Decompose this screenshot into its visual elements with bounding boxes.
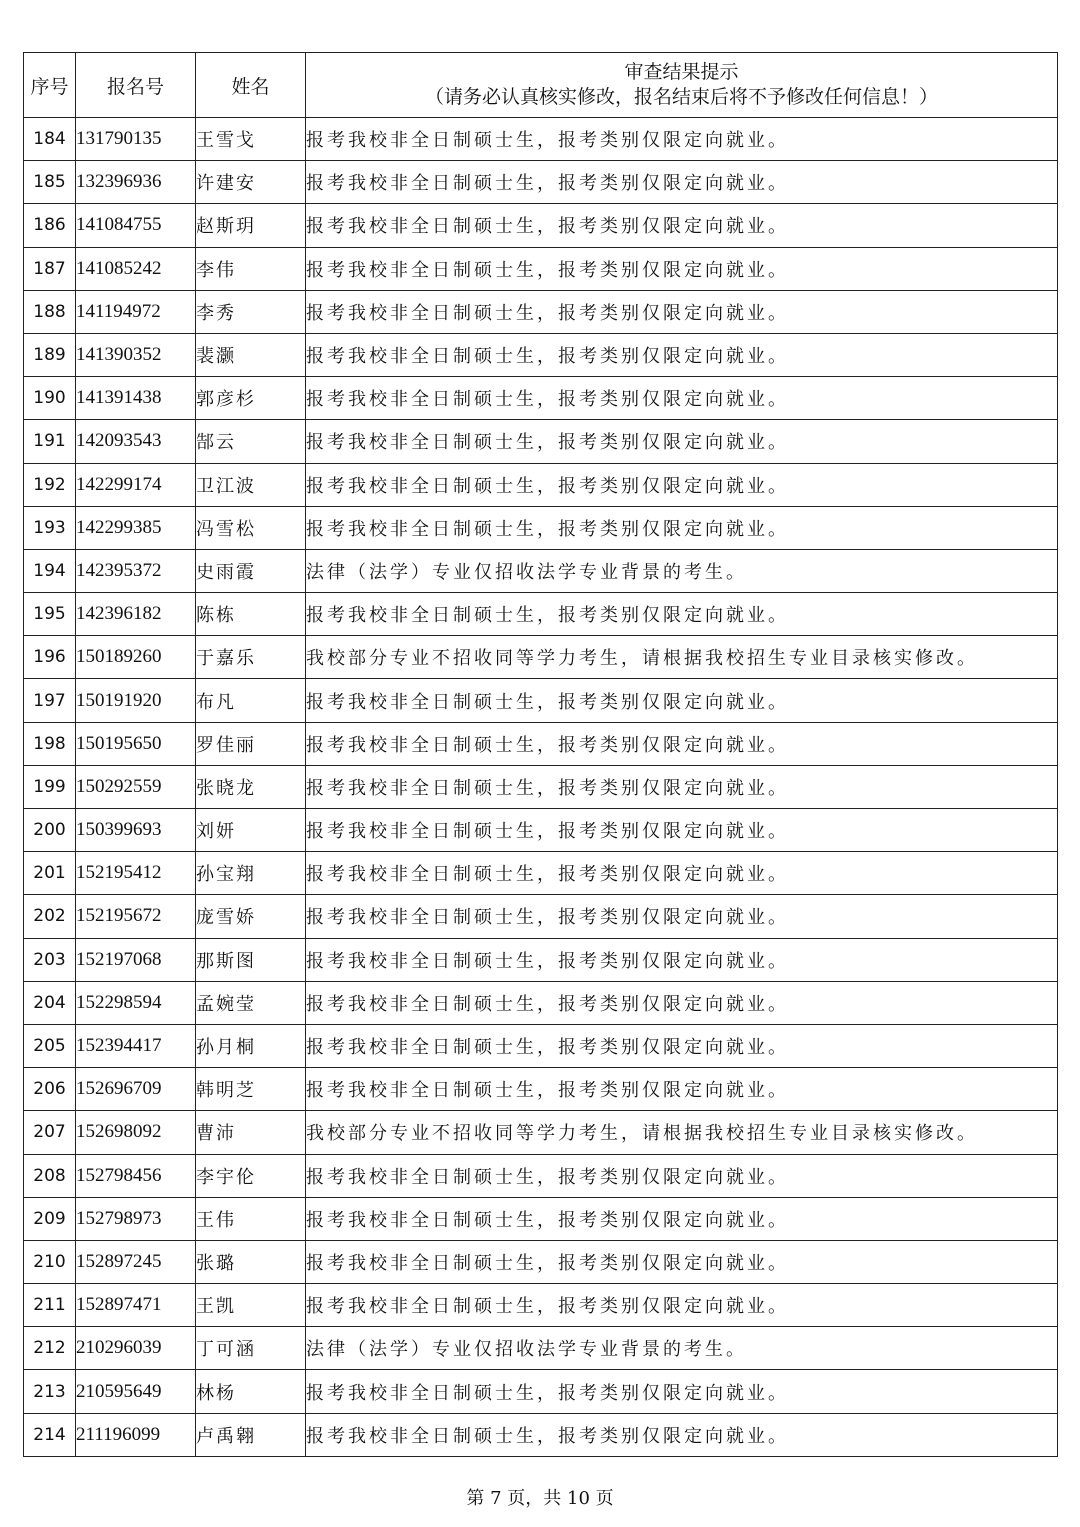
cell-reg-no: 152698092 xyxy=(76,1111,196,1154)
header-seq: 序号 xyxy=(24,53,76,118)
cell-name: 陈栋 xyxy=(196,593,306,636)
table-row xyxy=(24,1197,1058,1240)
cell-reg-no: 141194972 xyxy=(76,290,196,333)
cell-name: 冯雪松 xyxy=(196,506,306,549)
cell-seq: 210 xyxy=(24,1240,76,1283)
cell-seq: 185 xyxy=(24,161,76,204)
cell-name: 张晓龙 xyxy=(196,765,306,808)
cell-seq: 212 xyxy=(24,1327,76,1370)
cell-result: 报考我校非全日制硕士生，报考类别仅限定向就业。 xyxy=(306,161,1058,204)
cell-name: 那斯图 xyxy=(196,938,306,981)
table-row xyxy=(24,549,1058,592)
cell-result: 我校部分专业不招收同等学力考生，请根据我校招生专业目录核实修改。 xyxy=(306,1111,1058,1154)
cell-result: 报考我校非全日制硕士生，报考类别仅限定向就业。 xyxy=(306,981,1058,1024)
table-row xyxy=(24,377,1058,420)
cell-seq: 214 xyxy=(24,1413,76,1456)
cell-name: 王伟 xyxy=(196,1197,306,1240)
cell-reg-no: 152394417 xyxy=(76,1024,196,1067)
cell-reg-no: 132396936 xyxy=(76,161,196,204)
cell-result: 报考我校非全日制硕士生，报考类别仅限定向就业。 xyxy=(306,679,1058,722)
cell-name: 郜云 xyxy=(196,420,306,463)
cell-result: 报考我校非全日制硕士生，报考类别仅限定向就业。 xyxy=(306,1154,1058,1197)
cell-name: 曹沛 xyxy=(196,1111,306,1154)
cell-seq: 190 xyxy=(24,377,76,420)
cell-reg-no: 211196099 xyxy=(76,1413,196,1456)
table-row xyxy=(24,247,1058,290)
cell-reg-no: 142299385 xyxy=(76,506,196,549)
cell-seq: 207 xyxy=(24,1111,76,1154)
cell-reg-no: 152195412 xyxy=(76,852,196,895)
cell-result: 报考我校非全日制硕士生，报考类别仅限定向就业。 xyxy=(306,247,1058,290)
table-row xyxy=(24,161,1058,204)
cell-result: 报考我校非全日制硕士生，报考类别仅限定向就业。 xyxy=(306,809,1058,852)
table-row xyxy=(24,852,1058,895)
cell-reg-no: 141391438 xyxy=(76,377,196,420)
table-row xyxy=(24,1068,1058,1111)
table-row xyxy=(24,420,1058,463)
cell-seq: 206 xyxy=(24,1068,76,1111)
cell-name: 裴灏 xyxy=(196,333,306,376)
cell-result: 报考我校非全日制硕士生，报考类别仅限定向就业。 xyxy=(306,722,1058,765)
cell-seq: 199 xyxy=(24,765,76,808)
table-row xyxy=(24,593,1058,636)
review-results-table xyxy=(23,52,1058,1457)
cell-reg-no: 141390352 xyxy=(76,333,196,376)
cell-name: 卢禹翱 xyxy=(196,1413,306,1456)
cell-seq: 191 xyxy=(24,420,76,463)
table-row xyxy=(24,981,1058,1024)
cell-result: 法律（法学）专业仅招收法学专业背景的考生。 xyxy=(306,549,1058,592)
cell-result: 报考我校非全日制硕士生，报考类别仅限定向就业。 xyxy=(306,1024,1058,1067)
cell-name: 李伟 xyxy=(196,247,306,290)
table-header xyxy=(24,53,1058,118)
cell-seq: 209 xyxy=(24,1197,76,1240)
header-reg-no: 报名号 xyxy=(76,53,196,118)
cell-seq: 193 xyxy=(24,506,76,549)
cell-reg-no: 152798973 xyxy=(76,1197,196,1240)
cell-seq: 187 xyxy=(24,247,76,290)
cell-reg-no: 152696709 xyxy=(76,1068,196,1111)
cell-seq: 197 xyxy=(24,679,76,722)
cell-seq: 211 xyxy=(24,1284,76,1327)
cell-result: 报考我校非全日制硕士生，报考类别仅限定向就业。 xyxy=(306,1240,1058,1283)
table-row xyxy=(24,1154,1058,1197)
cell-seq: 195 xyxy=(24,593,76,636)
cell-name: 史雨霞 xyxy=(196,549,306,592)
table-row xyxy=(24,1111,1058,1154)
cell-result: 报考我校非全日制硕士生，报考类别仅限定向就业。 xyxy=(306,463,1058,506)
cell-name: 孙月桐 xyxy=(196,1024,306,1067)
cell-reg-no: 152897245 xyxy=(76,1240,196,1283)
cell-name: 刘妍 xyxy=(196,809,306,852)
cell-name: 布凡 xyxy=(196,679,306,722)
cell-reg-no: 152195672 xyxy=(76,895,196,938)
cell-result: 报考我校非全日制硕士生，报考类别仅限定向就业。 xyxy=(306,1370,1058,1413)
cell-reg-no: 142093543 xyxy=(76,420,196,463)
cell-name: 赵斯玥 xyxy=(196,204,306,247)
cell-seq: 186 xyxy=(24,204,76,247)
cell-result: 报考我校非全日制硕士生，报考类别仅限定向就业。 xyxy=(306,506,1058,549)
table-row xyxy=(24,506,1058,549)
cell-reg-no: 150191920 xyxy=(76,679,196,722)
cell-result: 报考我校非全日制硕士生，报考类别仅限定向就业。 xyxy=(306,118,1058,161)
table-row xyxy=(24,290,1058,333)
cell-reg-no: 150195650 xyxy=(76,722,196,765)
cell-result: 报考我校非全日制硕士生，报考类别仅限定向就业。 xyxy=(306,1413,1058,1456)
table-row xyxy=(24,722,1058,765)
header-result-note: （请务必认真核实修改，报名结束后将不予修改任何信息！） xyxy=(424,86,938,108)
cell-result: 法律（法学）专业仅招收法学专业背景的考生。 xyxy=(306,1327,1058,1370)
cell-name: 许建安 xyxy=(196,161,306,204)
cell-name: 庞雪娇 xyxy=(196,895,306,938)
cell-seq: 194 xyxy=(24,549,76,592)
table-row xyxy=(24,1413,1058,1456)
header-row xyxy=(24,53,1058,118)
cell-seq: 198 xyxy=(24,722,76,765)
cell-seq: 213 xyxy=(24,1370,76,1413)
table-row xyxy=(24,636,1058,679)
cell-seq: 208 xyxy=(24,1154,76,1197)
cell-result: 我校部分专业不招收同等学力考生，请根据我校招生专业目录核实修改。 xyxy=(306,636,1058,679)
cell-seq: 204 xyxy=(24,981,76,1024)
cell-reg-no: 150399693 xyxy=(76,809,196,852)
cell-name: 王雪戈 xyxy=(196,118,306,161)
cell-result: 报考我校非全日制硕士生，报考类别仅限定向就业。 xyxy=(306,377,1058,420)
cell-result: 报考我校非全日制硕士生，报考类别仅限定向就业。 xyxy=(306,765,1058,808)
cell-seq: 189 xyxy=(24,333,76,376)
cell-result: 报考我校非全日制硕士生，报考类别仅限定向就业。 xyxy=(306,1284,1058,1327)
cell-reg-no: 131790135 xyxy=(76,118,196,161)
table-row xyxy=(24,809,1058,852)
cell-name: 丁可涵 xyxy=(196,1327,306,1370)
table-row xyxy=(24,765,1058,808)
cell-name: 卫江波 xyxy=(196,463,306,506)
cell-reg-no: 150292559 xyxy=(76,765,196,808)
cell-reg-no: 150189260 xyxy=(76,636,196,679)
cell-result: 报考我校非全日制硕士生，报考类别仅限定向就业。 xyxy=(306,938,1058,981)
table-row xyxy=(24,1370,1058,1413)
table-row xyxy=(24,1327,1058,1370)
cell-seq: 201 xyxy=(24,852,76,895)
cell-seq: 203 xyxy=(24,938,76,981)
table-row xyxy=(24,118,1058,161)
cell-name: 孟婉莹 xyxy=(196,981,306,1024)
header-name: 姓名 xyxy=(196,53,306,118)
cell-name: 罗佳丽 xyxy=(196,722,306,765)
cell-seq: 192 xyxy=(24,463,76,506)
cell-name: 林杨 xyxy=(196,1370,306,1413)
page-number: 第 7 页，共 10 页 xyxy=(466,1488,614,1509)
cell-result: 报考我校非全日制硕士生，报考类别仅限定向就业。 xyxy=(306,420,1058,463)
table-row xyxy=(24,204,1058,247)
cell-name: 郭彦杉 xyxy=(196,377,306,420)
cell-reg-no: 152897471 xyxy=(76,1284,196,1327)
cell-name: 李宇伦 xyxy=(196,1154,306,1197)
cell-result: 报考我校非全日制硕士生，报考类别仅限定向就业。 xyxy=(306,895,1058,938)
table-row xyxy=(24,333,1058,376)
cell-reg-no: 152298594 xyxy=(76,981,196,1024)
header-result-title: 审查结果提示 xyxy=(624,61,739,83)
cell-reg-no: 210595649 xyxy=(76,1370,196,1413)
cell-name: 韩明芝 xyxy=(196,1068,306,1111)
cell-result: 报考我校非全日制硕士生，报考类别仅限定向就业。 xyxy=(306,204,1058,247)
cell-result: 报考我校非全日制硕士生，报考类别仅限定向就业。 xyxy=(306,593,1058,636)
cell-result: 报考我校非全日制硕士生，报考类别仅限定向就业。 xyxy=(306,1068,1058,1111)
cell-reg-no: 142396182 xyxy=(76,593,196,636)
cell-result: 报考我校非全日制硕士生，报考类别仅限定向就业。 xyxy=(306,333,1058,376)
table-row xyxy=(24,679,1058,722)
cell-name: 孙宝翔 xyxy=(196,852,306,895)
table-row xyxy=(24,1024,1058,1067)
cell-reg-no: 142395372 xyxy=(76,549,196,592)
cell-seq: 202 xyxy=(24,895,76,938)
table-row xyxy=(24,463,1058,506)
cell-seq: 196 xyxy=(24,636,76,679)
cell-result: 报考我校非全日制硕士生，报考类别仅限定向就业。 xyxy=(306,852,1058,895)
table-row xyxy=(24,895,1058,938)
cell-reg-no: 152197068 xyxy=(76,938,196,981)
cell-name: 于嘉乐 xyxy=(196,636,306,679)
table-row xyxy=(24,1284,1058,1327)
cell-seq: 184 xyxy=(24,118,76,161)
cell-reg-no: 152798456 xyxy=(76,1154,196,1197)
table-row xyxy=(24,938,1058,981)
cell-name: 王凯 xyxy=(196,1284,306,1327)
cell-reg-no: 141084755 xyxy=(76,204,196,247)
cell-seq: 188 xyxy=(24,290,76,333)
header-result xyxy=(306,53,1058,118)
cell-name: 李秀 xyxy=(196,290,306,333)
cell-seq: 200 xyxy=(24,809,76,852)
cell-seq: 205 xyxy=(24,1024,76,1067)
cell-name: 张璐 xyxy=(196,1240,306,1283)
cell-reg-no: 210296039 xyxy=(76,1327,196,1370)
cell-reg-no: 141085242 xyxy=(76,247,196,290)
cell-result: 报考我校非全日制硕士生，报考类别仅限定向就业。 xyxy=(306,290,1058,333)
cell-result: 报考我校非全日制硕士生，报考类别仅限定向就业。 xyxy=(306,1197,1058,1240)
cell-reg-no: 142299174 xyxy=(76,463,196,506)
table-body xyxy=(24,118,1058,1457)
table-row xyxy=(24,1240,1058,1283)
